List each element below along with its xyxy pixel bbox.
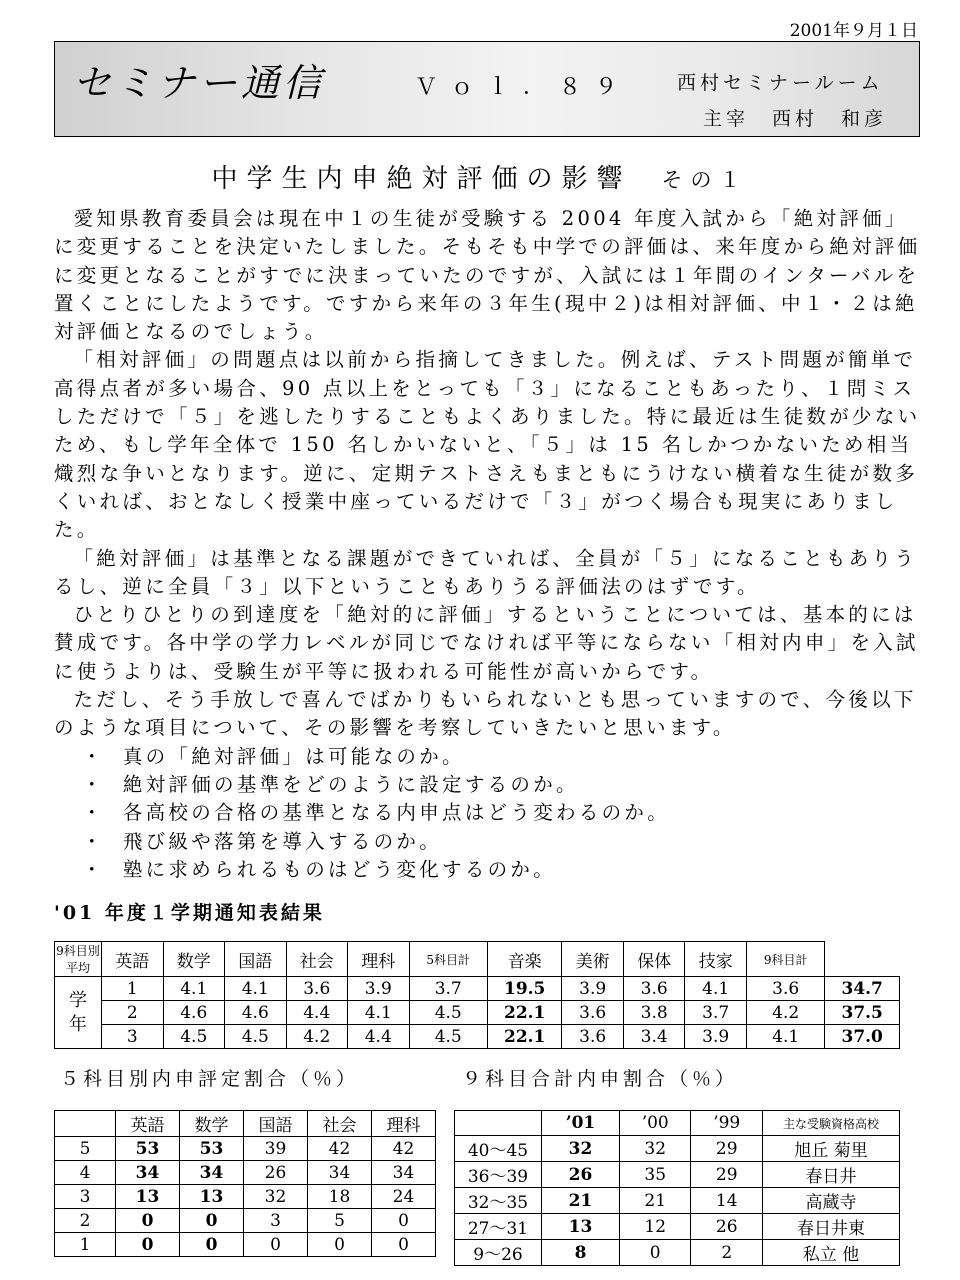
table-cell: 13 bbox=[180, 1185, 244, 1209]
table-cell: 29 bbox=[691, 1136, 763, 1162]
table-cell: 26 bbox=[542, 1162, 620, 1188]
list-item: ・ 塾に求められるものはどう変化するのか。 bbox=[82, 856, 924, 884]
table-header-row bbox=[55, 1111, 436, 1137]
table-row bbox=[55, 1025, 900, 1049]
table-cell: 4.2 bbox=[746, 1001, 824, 1025]
table-cell: 4.4 bbox=[286, 1001, 348, 1025]
table-cell: 42 bbox=[372, 1137, 436, 1161]
list-item: ・ 各高校の合格の基準となる内申点はどう変わるのか。 bbox=[82, 799, 924, 827]
paragraph: 「絶対評価」は基準となる課題ができていれば、全員が「５」になることもありうるし、逆に全員「３」以下ということもありうる評価法のはずです。 bbox=[54, 546, 918, 598]
table-cell: 0 bbox=[308, 1233, 372, 1257]
table-cell: 39 bbox=[244, 1137, 308, 1161]
table-row bbox=[455, 1240, 900, 1266]
table-cell: 旭丘 菊里 bbox=[763, 1136, 900, 1162]
table-cell: 2 bbox=[691, 1240, 763, 1266]
table-cell: 24 bbox=[372, 1185, 436, 1209]
table-cell: 12 bbox=[619, 1214, 691, 1240]
table-cell: 3.7 bbox=[409, 977, 487, 1001]
article-title-main: 中学生内申絶対評価の影響 bbox=[211, 164, 632, 194]
table-header: 主な受験資格高校 bbox=[763, 1111, 900, 1136]
table-cell: 2 bbox=[55, 1209, 116, 1233]
table-header: 英語 bbox=[116, 1111, 180, 1137]
table-row bbox=[55, 1233, 436, 1257]
table-header: 理科 bbox=[348, 942, 410, 977]
volume-number: Ｖｏｌ．８９ bbox=[415, 75, 632, 100]
issue-date: 2001年９月１日 bbox=[789, 21, 918, 41]
table-cell: 4.5 bbox=[225, 1025, 287, 1049]
nine-subject-ratio-table bbox=[454, 1110, 900, 1266]
table-cell: 3 bbox=[102, 1025, 164, 1049]
table-cell: 1 bbox=[55, 1233, 116, 1257]
paragraph: ひとりひとりの到達度を「絶対的に評価」するということについては、基本的には賛成です。各中学の学力レベルが同じでなければ平等にならない「相対内申」を入試に使うよりは、受験生が平等に扱われる可能性が高いからです。 bbox=[54, 603, 919, 683]
table-cell: 1 bbox=[102, 977, 164, 1001]
table1-title: '01 年度１学期通知表結果 bbox=[54, 902, 325, 924]
table-row bbox=[55, 1137, 436, 1161]
bullet-list bbox=[54, 743, 924, 884]
table-cell: 3 bbox=[244, 1209, 308, 1233]
table-cell: 3.8 bbox=[623, 1001, 685, 1025]
table-cell: 34 bbox=[308, 1161, 372, 1185]
grade-group-label bbox=[55, 977, 102, 1049]
organization-name: 西村セミナールーム bbox=[677, 72, 884, 94]
table-header: 国語 bbox=[244, 1111, 308, 1137]
table-cell: 32 bbox=[244, 1185, 308, 1209]
table-cell: 0 bbox=[619, 1240, 691, 1266]
table-cell: 3.9 bbox=[348, 977, 410, 1001]
table-cell: 37.5 bbox=[825, 1001, 900, 1025]
table-header: 5科目計 bbox=[409, 942, 487, 977]
table3-title: ９科目合計内申割合（％） bbox=[462, 1068, 739, 1090]
article-title bbox=[0, 158, 960, 195]
table-cell: 13 bbox=[116, 1185, 180, 1209]
table-cell: 4.6 bbox=[225, 1001, 287, 1025]
table-header: 9科目計 bbox=[746, 942, 824, 977]
table-cell: 0 bbox=[372, 1233, 436, 1257]
list-item: ・ 飛び級や落第を導入するのか。 bbox=[82, 828, 924, 856]
table-cell: 3.7 bbox=[685, 1001, 747, 1025]
table-header: 英語 bbox=[102, 942, 164, 977]
table-header: 国語 bbox=[225, 942, 287, 977]
table-cell: 26 bbox=[244, 1161, 308, 1185]
paragraph: 「相対評価」の問題点は以前から指摘してきました。例えば、テスト問題が簡単で高得点者が多い場合、90 点以上をとっても「３」になることもあったり、１問ミスしただけで「５」を逃したりすることもよくありました。特に最近は生徒数が少ないため、もし学年全体で 150 名しかいないと、「５」は 15 名しかつかないため相当熾烈な争いとなります。逆に、定期テストさえもまともにうけない横着な生徒が数多くいれば、おとなしく授業中座っているだけで「３」がつく場合も現実にありました。 bbox=[54, 348, 921, 542]
table-cell: 34 bbox=[372, 1161, 436, 1185]
table-header: 社会 bbox=[286, 942, 348, 977]
table-header: ’01 bbox=[542, 1111, 620, 1136]
table-header: 美術 bbox=[562, 942, 624, 977]
table-cell: 37.0 bbox=[825, 1025, 900, 1049]
table-cell: 3.6 bbox=[746, 977, 824, 1001]
table-cell: 3.9 bbox=[685, 1025, 747, 1049]
table-cell: 32～35 bbox=[455, 1188, 542, 1214]
table-header: 9科目別平均 bbox=[55, 942, 102, 977]
table-cell: 3.6 bbox=[562, 1025, 624, 1049]
editor-name: 主宰 西村 和彦 bbox=[703, 108, 888, 130]
table-cell: 19.5 bbox=[487, 977, 562, 1001]
table-row bbox=[55, 1001, 900, 1025]
table-cell: 5 bbox=[55, 1137, 116, 1161]
table-row bbox=[455, 1136, 900, 1162]
list-item: ・ 真の「絶対評価」は可能なのか。 bbox=[82, 743, 924, 771]
table-cell: 18 bbox=[308, 1185, 372, 1209]
table-cell: 22.1 bbox=[487, 1001, 562, 1025]
table-cell: 3.6 bbox=[623, 977, 685, 1001]
table-header-row bbox=[455, 1111, 900, 1136]
table-cell: 0 bbox=[180, 1233, 244, 1257]
table-cell: 42 bbox=[308, 1137, 372, 1161]
table-cell: 27～31 bbox=[455, 1214, 542, 1240]
table-cell: 0 bbox=[372, 1209, 436, 1233]
table-cell: 0 bbox=[180, 1209, 244, 1233]
list-item: ・ 絶対評価の基準をどのように設定するのか。 bbox=[82, 771, 924, 799]
newsletter-header bbox=[54, 41, 920, 137]
table-cell: 4.5 bbox=[409, 1025, 487, 1049]
table-cell: 2 bbox=[102, 1001, 164, 1025]
table-cell: 4.1 bbox=[225, 977, 287, 1001]
newsletter-title: セミナー通信 bbox=[73, 61, 326, 105]
table-cell: 34 bbox=[116, 1161, 180, 1185]
table-header: ’00 bbox=[619, 1111, 691, 1136]
table-cell: 高蔵寺 bbox=[763, 1188, 900, 1214]
table-cell: 春日井 bbox=[763, 1162, 900, 1188]
table-cell: 3 bbox=[55, 1185, 116, 1209]
table-cell: 私立 他 bbox=[763, 1240, 900, 1266]
table-cell: 3.6 bbox=[562, 1001, 624, 1025]
table-header bbox=[55, 1111, 116, 1137]
table-cell: 21 bbox=[619, 1188, 691, 1214]
table-cell: 36～39 bbox=[455, 1162, 542, 1188]
table-cell: 35 bbox=[619, 1162, 691, 1188]
table-cell: 53 bbox=[180, 1137, 244, 1161]
table-cell: 14 bbox=[691, 1188, 763, 1214]
table-cell: 0 bbox=[116, 1233, 180, 1257]
table-header: 音楽 bbox=[487, 942, 562, 977]
table-cell: 0 bbox=[244, 1233, 308, 1257]
table-cell: 32 bbox=[542, 1136, 620, 1162]
table-cell: 5 bbox=[308, 1209, 372, 1233]
table-cell: 0 bbox=[116, 1209, 180, 1233]
table-cell: 4.4 bbox=[348, 1025, 410, 1049]
table-row bbox=[455, 1214, 900, 1240]
table-row bbox=[55, 1185, 436, 1209]
table-cell: 3.4 bbox=[623, 1025, 685, 1049]
table-header: 社会 bbox=[308, 1111, 372, 1137]
table-header bbox=[455, 1111, 542, 1136]
table-cell: 春日井東 bbox=[763, 1214, 900, 1240]
table-row bbox=[55, 1161, 436, 1185]
table-row bbox=[55, 1209, 436, 1233]
table-cell: 53 bbox=[116, 1137, 180, 1161]
table-header: 数学 bbox=[180, 1111, 244, 1137]
table-cell: 8 bbox=[542, 1240, 620, 1266]
paragraph: 愛知県教育委員会は現在中１の生徒が受験する 2004 年度入試から「絶対評価」に変更することを決定いたしました。そもそも中学での評価は、来年度から絶対評価に変更となることがすでに決まっていたのですが、入試には１年間のインターバルを置くことにしたようです。ですから来年の３年生(現中２)は相対評価、中１・２は絶対評価となるのでしょう。 bbox=[54, 207, 921, 344]
paragraph: ただし、そう手放しで喜んでばかりもいられないとも思っていますので、今後以下のような項目について、その影響を考察していきたいと思います。 bbox=[54, 688, 917, 740]
table-row bbox=[455, 1162, 900, 1188]
table-row bbox=[55, 977, 900, 1001]
table-cell: 3.9 bbox=[562, 977, 624, 1001]
table-cell: 32 bbox=[619, 1136, 691, 1162]
table-row bbox=[455, 1188, 900, 1214]
table-cell: 4.1 bbox=[163, 977, 225, 1001]
table-cell: 4.6 bbox=[163, 1001, 225, 1025]
five-subject-ratio-table bbox=[54, 1110, 436, 1257]
table-cell: 4.1 bbox=[746, 1025, 824, 1049]
table-header: 数学 bbox=[163, 942, 225, 977]
table-cell: 4.5 bbox=[409, 1001, 487, 1025]
table-cell: 21 bbox=[542, 1188, 620, 1214]
table-cell: 26 bbox=[691, 1214, 763, 1240]
table-cell: 9～26 bbox=[455, 1240, 542, 1266]
table-cell: 34.7 bbox=[825, 977, 900, 1001]
table-cell: 4.1 bbox=[685, 977, 747, 1001]
table2-title: ５科目別内申評定割合（％） bbox=[60, 1068, 360, 1090]
table-cell: 34 bbox=[180, 1161, 244, 1185]
table-header-row bbox=[55, 942, 900, 977]
table-header: 技家 bbox=[685, 942, 747, 977]
table-cell: 4 bbox=[55, 1161, 116, 1185]
table-cell: 3.6 bbox=[286, 977, 348, 1001]
table-cell: 13 bbox=[542, 1214, 620, 1240]
table-header: ’99 bbox=[691, 1111, 763, 1136]
article-body bbox=[54, 205, 924, 884]
table-header: 理科 bbox=[372, 1111, 436, 1137]
article-subtitle: その１ bbox=[661, 168, 749, 192]
grade-average-table bbox=[54, 941, 900, 1049]
table-cell: 4.1 bbox=[348, 1001, 410, 1025]
table-cell: 22.1 bbox=[487, 1025, 562, 1049]
table-cell: 40～45 bbox=[455, 1136, 542, 1162]
table-header: 保体 bbox=[623, 942, 685, 977]
table-cell: 29 bbox=[691, 1162, 763, 1188]
table-cell: 4.2 bbox=[286, 1025, 348, 1049]
table-cell: 4.5 bbox=[163, 1025, 225, 1049]
grade-label: 学年 bbox=[68, 989, 87, 1035]
